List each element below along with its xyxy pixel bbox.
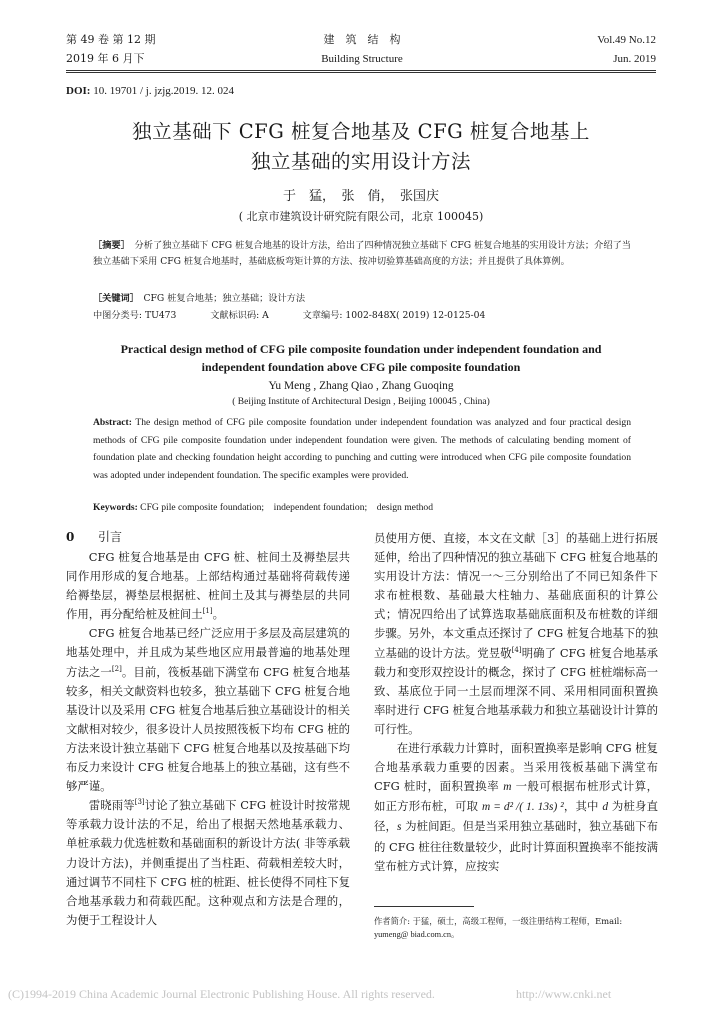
math-var-m: m xyxy=(503,781,512,794)
paragraph xyxy=(374,739,658,876)
text-run: 在进行承载力计算时，面积置换率是影响 CFG 桩复合地基承载力重要的因素。当采用筏板基础下满堂布 CFG 桩时，面积置换率 xyxy=(374,741,658,794)
text-run: 明确了 CFG 桩复合地基承载力和变形双控设计的概念，探讨了 CFG 桩桩端标高一致、基底位于同一土层而埋深不同、采用相同面积置换率时进行 CFG 桩复合地基承载力和独立基础设计计算的可行性。 xyxy=(374,645,658,736)
authors-en: Yu Meng , Zhang Qiao , Zhang Guoqing xyxy=(268,380,454,392)
title-cn-line1: 独立基础下 CFG 桩复合地基及 CFG 桩复合地基上 xyxy=(132,120,590,143)
text-run: 雷晓雨等 xyxy=(88,798,135,813)
section-title: 引言 xyxy=(98,530,123,544)
abstract-cn-label: ［摘要］ xyxy=(93,240,126,251)
text-run: 讨论了独立基础下 CFG 桩设计时按常规等承载力设计法的不足，给出了根据天然地基承载力、单桩承载力优选桩数和基础面积的新设计方法( 非等承载力设计方法)，并侧重提出了当柱距、荷载相差较大时，通过调节不同柱下 CFG 桩的桩距、桩长使得不同柱下复合地基承载力和荷载匹配。这种观点和方法是合理的，为便于工程设计人 xyxy=(66,798,350,927)
title-en-line2: independent foundation above CFG pile composite foundation xyxy=(201,360,521,374)
keywords-en-label: Keywords: xyxy=(93,502,138,513)
header-rule-top xyxy=(66,70,656,71)
left-column xyxy=(66,548,350,930)
paragraph xyxy=(374,529,658,739)
author-note-line2: yumeng@ biad.com.cn。 xyxy=(374,930,460,939)
section-0-heading xyxy=(66,529,122,546)
citation-ref: [1] xyxy=(202,607,213,616)
paragraph xyxy=(66,548,350,624)
abstract-en xyxy=(93,414,631,485)
paragraph xyxy=(66,796,350,930)
journal-name-cn: 建 筑 结 构 xyxy=(323,33,401,46)
issue-date-cn: 2019 年 6 月下 xyxy=(66,52,145,65)
document-code: 文献标识码: A xyxy=(210,310,269,321)
title-cn-line2: 独立基础的实用设计方法 xyxy=(250,150,471,173)
issue-date-en: Jun. 2019 xyxy=(613,53,656,65)
header-rule-bottom xyxy=(66,72,656,73)
abstract-en-text: The design method of CFG pile composite foundation under independent foundation was analyzed and four practical design methods of CFG pile composite foundation under independent foundation were given. The methods of calculating bending moment of foundation plate and checking foundation height according to punching and cutting were introduced when CFG pile composite foundation was adopted under independent foundation. The specific examples were provided. xyxy=(93,417,631,482)
authors-cn: 于 猛， 张 俏， 张国庆 xyxy=(282,189,439,204)
title-en-line1: Practical design method of CFG pile composite foundation under independent foundation and xyxy=(120,342,602,356)
section-number: 0 xyxy=(66,530,75,544)
text-run: CFG 桩复合地基已经广泛应用于多层及高层建筑的地基处理中，并且成为某些地区应用最普遍的地基处理方法之一 xyxy=(66,626,350,679)
text-run: 。 xyxy=(212,607,225,622)
abstract-en-label: Abstract: xyxy=(93,417,132,428)
article-number: 文章编号: 1002-848X( 2019) 12-0125-04 xyxy=(302,310,486,321)
citation-ref: [2] xyxy=(111,664,122,673)
keywords-en xyxy=(93,500,631,516)
right-column xyxy=(374,529,658,876)
keywords-cn-text: CFG 桩复合地基；独立基础；设计方法 xyxy=(134,293,306,304)
formula: m = d² /( 1. 13s) ² xyxy=(481,801,564,814)
keywords-cn-label: ［关键词］ xyxy=(93,293,135,304)
affiliation-en: ( Beijing Institute of Architectural Design , Beijing 100045 , China) xyxy=(232,397,490,407)
author-note xyxy=(374,914,658,942)
text-run: CFG 桩复合地基是由 CFG 桩、桩间土及褥垫层共同作用形成的复合地基。上部结构通过基础将荷载传递给褥垫层，褥垫层根据桩、桩间土及其与褥垫层的共同作用，再分配给桩及桩间土 xyxy=(66,550,350,622)
cnki-url-watermark: http://www.cnki.net xyxy=(516,987,612,1001)
citation-ref: [3] xyxy=(134,798,145,807)
text-run: 一般可根据布桩形式计算，如正方形布桩，可取 xyxy=(374,779,658,814)
keywords-en-text: CFG pile composite foundation; independent foundation; design method xyxy=(137,502,433,513)
clc-number: 中图分类号: TU473 xyxy=(93,310,177,321)
text-run: ，其中 xyxy=(563,799,603,814)
classification-row xyxy=(93,309,485,323)
doi xyxy=(66,84,234,98)
text-run: 。目前，筏板基础下满堂布 CFG 桩复合地基较多，相关文献资料也较多，独立基础下 CFG 桩复合地基设计以及采用 CFG 桩复合地基后独立基础设计的相关文献相对较少，很多设计人员按照筏板下均布 CFG 桩的方法来设计独立基础下 CFG 桩复合地基以及按基础下均布反力来设计 CFG 桩复合地基上的独立基础，这有些不够严谨。 xyxy=(66,664,350,794)
math-var-d: d xyxy=(602,801,609,814)
volume-issue-cn: 第 49 卷 第 12 期 xyxy=(66,33,156,46)
text-run: 为桩间距。但是当采用独立基础时，独立基础下布的 CFG 桩往往数量较少，此时计算面积置换率不能按满堂布桩方式计算，应按实 xyxy=(374,819,658,873)
copyright-watermark: (C)1994-2019 China Academic Journal Electronic Publishing House. All rights reserved. xyxy=(8,987,435,1001)
doi-value: 10. 19701 / j. jzjg.2019. 12. 024 xyxy=(90,85,235,97)
abstract-cn-text: 分析了独立基础下 CFG 桩复合地基的设计方法，给出了四种情况独立基础下 CFG 桩复合地基的实用设计方法；介绍了当独立基础下采用 CFG 桩复合地基时，基础底板弯矩计算的方法、按冲切验算基础高度的方法；并且提供了具体算例。 xyxy=(93,240,631,267)
text-run: 为桩身直径， xyxy=(374,799,658,834)
footnote-rule xyxy=(374,906,474,907)
journal-name-en: Building Structure xyxy=(321,53,403,65)
doi-label: DOI: xyxy=(66,85,91,97)
volume-issue-en: Vol.49 No.12 xyxy=(597,34,656,46)
math-var-s: s xyxy=(397,821,402,834)
keywords-cn xyxy=(93,291,631,307)
text-run: 员使用方便、直接，本文在文献［3］的基础上进行拓展延伸，给出了四种情况的独立基础下 CFG 桩复合地基的实用设计方法：情况一～三分别给出了不同已知条件下求布桩根数、基础最大柱轴力、基础底面积的计算公式；情况四给出了试算选取基础底面积及布桩数的详细步骤。另外，本文重点还探讨了 CFG 桩复合地基下的独立基础的设计方法。党昱敬 xyxy=(374,531,658,660)
author-note-line1: 作者简介: 于猛，硕士，高级工程师，一级注册结构工程师，Email: xyxy=(374,916,623,926)
paragraph xyxy=(66,624,350,796)
abstract-cn xyxy=(93,238,631,270)
affiliation-cn: ( 北京市建筑设计研究院有限公司，北京 100045) xyxy=(238,210,484,223)
citation-ref: [4] xyxy=(511,645,522,654)
